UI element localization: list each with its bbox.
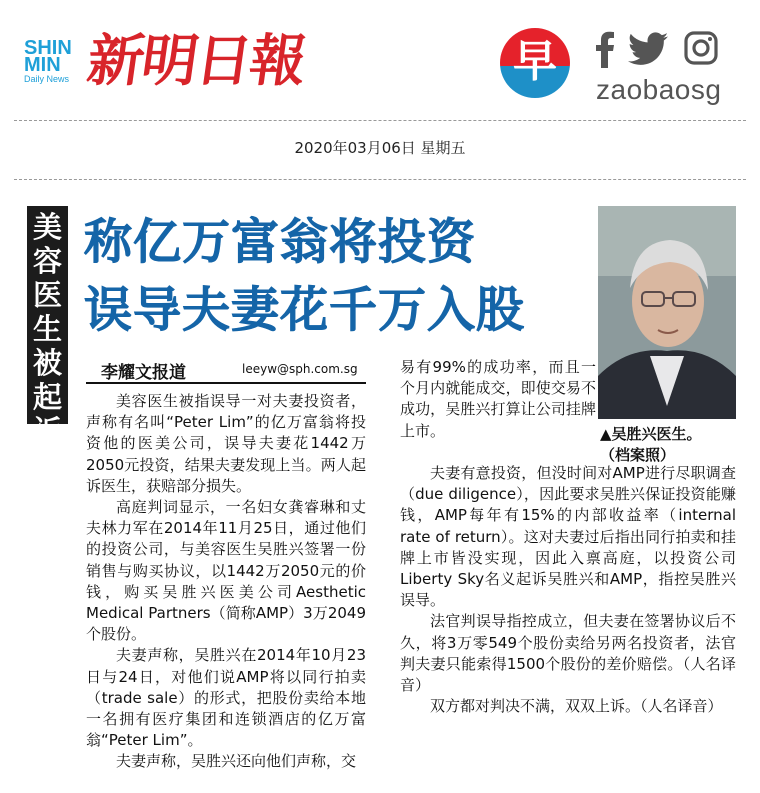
article-column-1 — [86, 391, 366, 773]
shinmin-logo-line-2: MIN — [24, 54, 61, 76]
instagram-icon[interactable] — [684, 31, 718, 65]
shinmin-logo-daily-news: Daily News — [24, 74, 70, 84]
shinmin-chinese-logo: 新明日報 — [83, 28, 309, 94]
portrait-photo — [598, 206, 736, 419]
date-divider — [14, 179, 746, 180]
paragraph: 双方都对判决不满，双双上诉。（人名译音） — [430, 697, 723, 716]
byline-email[interactable]: leeyw@sph.com.sg — [242, 362, 358, 376]
paragraph: 夫妻声称，吴胜兴还向他们声称，交 — [116, 752, 357, 771]
section-tag-char: 生 — [32, 312, 62, 346]
top-divider — [14, 120, 746, 121]
section-tag-char: 起 — [32, 380, 62, 414]
photo-caption-line-2: （档案照） — [600, 446, 676, 464]
section-tag-char: 诉 — [32, 414, 62, 448]
byline-rule — [86, 382, 366, 384]
zaobao-handle[interactable]: zaobaosg — [596, 74, 722, 105]
photo-caption-line-1: ▲吴胜兴医生。 — [600, 425, 702, 443]
shinmin-logo-line-1: SHIN — [24, 37, 72, 59]
twitter-icon[interactable] — [628, 32, 668, 66]
social-icons — [594, 30, 724, 70]
article-column-2 — [400, 357, 596, 442]
shinmin-english-logo — [24, 37, 90, 85]
section-tag-char: 容 — [32, 244, 62, 278]
section-tag-char: 医 — [32, 278, 62, 312]
zaobao-logo[interactable] — [500, 28, 570, 98]
byline: 李耀文报道 — [101, 363, 186, 383]
paragraph: 易有99%的成功率，而且一个月内就能成交，即使交易不成功，吴胜兴打算让公司挂牌上市。 — [400, 358, 596, 440]
paragraph: 法官判误导指控成立，但夫妻在签署协议后不久，将3万零549个股份卖给另两名投资者，法官判夫妻只能索得1500个股份的差价赔偿。（人名译音） — [400, 612, 736, 695]
paragraph: 美容医生被指误导一对夫妻投资者，声称有名叫“Peter Lim”的亿万富翁将投资他的医美公司，误导夫妻花1442万2050元投资，结果夫妻发现上当。两人起诉医生，获赔部分损失。 — [86, 392, 366, 495]
section-tag-char: 被 — [32, 346, 62, 380]
photo-caption — [600, 424, 750, 466]
headline-line-1: 称亿万富翁将投资 — [84, 214, 477, 270]
section-tag-char: 美 — [32, 210, 62, 244]
paragraph: 高庭判词显示，一名妇女龚睿琳和丈夫林力军在2014年11月25日，通过他们的投资公司，与美容医生吴胜兴签署一份销售与购买协议，以1442万2050元的价钱，购买吴胜兴医美公司Aesthetic Medical Partners（简称AMP）3万2049个股份。 — [86, 498, 366, 644]
facebook-icon[interactable] — [594, 30, 616, 68]
paragraph: 夫妻声称，吴胜兴在2014年10月23日与24日，对他们说AMP将以同行拍卖（trade sale）的形式，把股份卖给本地一名拥有医疗集团和连锁酒店的亿万富翁“Peter Lim”。 — [86, 646, 366, 750]
paragraph: 夫妻有意投资，但没时间对AMP进行尽职调查（due diligence），因此要求吴胜兴保证投资能赚钱，AMP每年有15%的内部收益率（internal rate of return）。这对夫妻过后指出同行拍卖和挂牌上市皆没实现，因此入禀高庭，以投资公司Liberty Sky名义起诉吴胜兴和AMP，指控吴胜兴误导。 — [400, 464, 736, 610]
publication-date: 2020年03月06日 星期五 — [294, 139, 466, 157]
article-column-3 — [400, 463, 736, 717]
zaobao-logo-glyph: 早 — [513, 36, 557, 87]
headline-line-2: 误导夫妻花千万入股 — [84, 282, 526, 338]
section-tag — [27, 206, 68, 448]
